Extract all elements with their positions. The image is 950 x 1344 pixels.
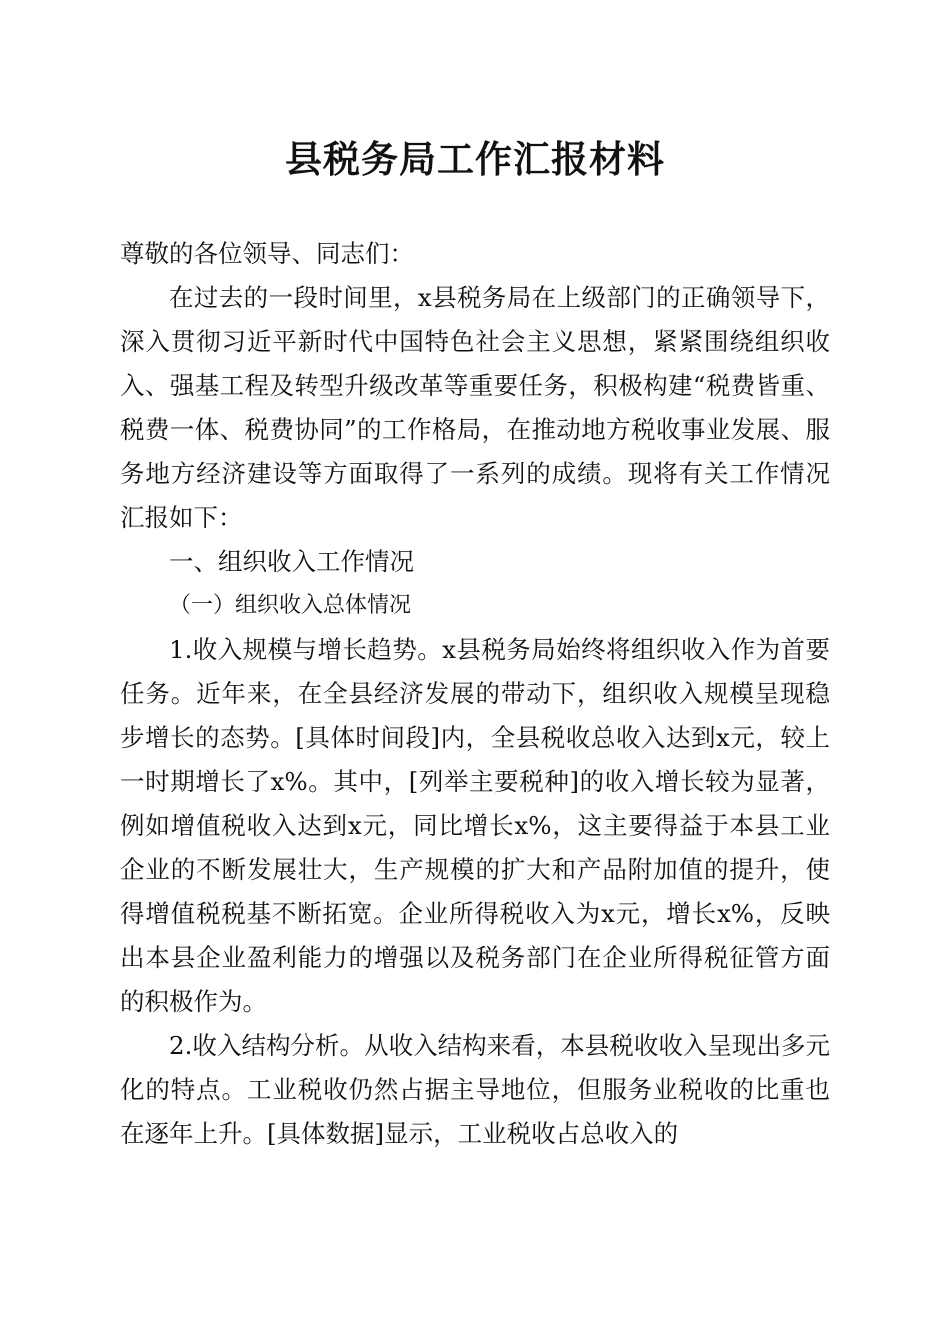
paragraph-revenue-structure: 2.收入结构分析。从收入结构来看，本县税收收入呈现出多元化的特点。工业税收仍然占据主导地位，但服务业税收的比重也在逐年上升。[具体数据]显示，工业税收占总收入的 bbox=[120, 1031, 830, 1148]
section-heading: 一、组织收入工作情况 bbox=[169, 547, 414, 576]
subsection-heading: （一）组织收入总体情况 bbox=[169, 593, 412, 618]
document-title: 县税务局工作汇报材料 bbox=[285, 137, 665, 181]
document-body bbox=[120, 232, 830, 1156]
paragraph-revenue-scale: 1.收入规模与增长趋势。x县税务局始终将组织收入作为首要任务。近年来，在全县经济发展的带动下，组织收入规模呈现稳步增长的态势。[具体时间段]内，全县税收总收入达到x元，较上一时期增长了x%。其中，[列举主要税种]的收入增长较为显著，例如增值税收入达到x元，同比增长x%，这主要得益于本县工业企业的不断发展壮大，生产规模的扩大和产品附加值的提升，使得增值税税基不断拓宽。企业所得税收入为x元，增长x%，反映出本县企业盈利能力的增强以及税务部门在企业所得税征管方面的积极作为。 bbox=[120, 635, 830, 1016]
intro-paragraph: 在过去的一段时间里，x县税务局在上级部门的正确领导下，深入贯彻习近平新时代中国特色社会主义思想，紧紧围绕组织收入、强基工程及转型升级改革等重要任务，积极构建“税费皆重、税费一体、税费协同”的工作格局，在推动地方税收事业发展、服务地方经济建设等方面取得了一系列的成绩。现将有关工作情况汇报如下： bbox=[120, 283, 830, 532]
salutation: 尊敬的各位领导、同志们： bbox=[120, 239, 414, 268]
